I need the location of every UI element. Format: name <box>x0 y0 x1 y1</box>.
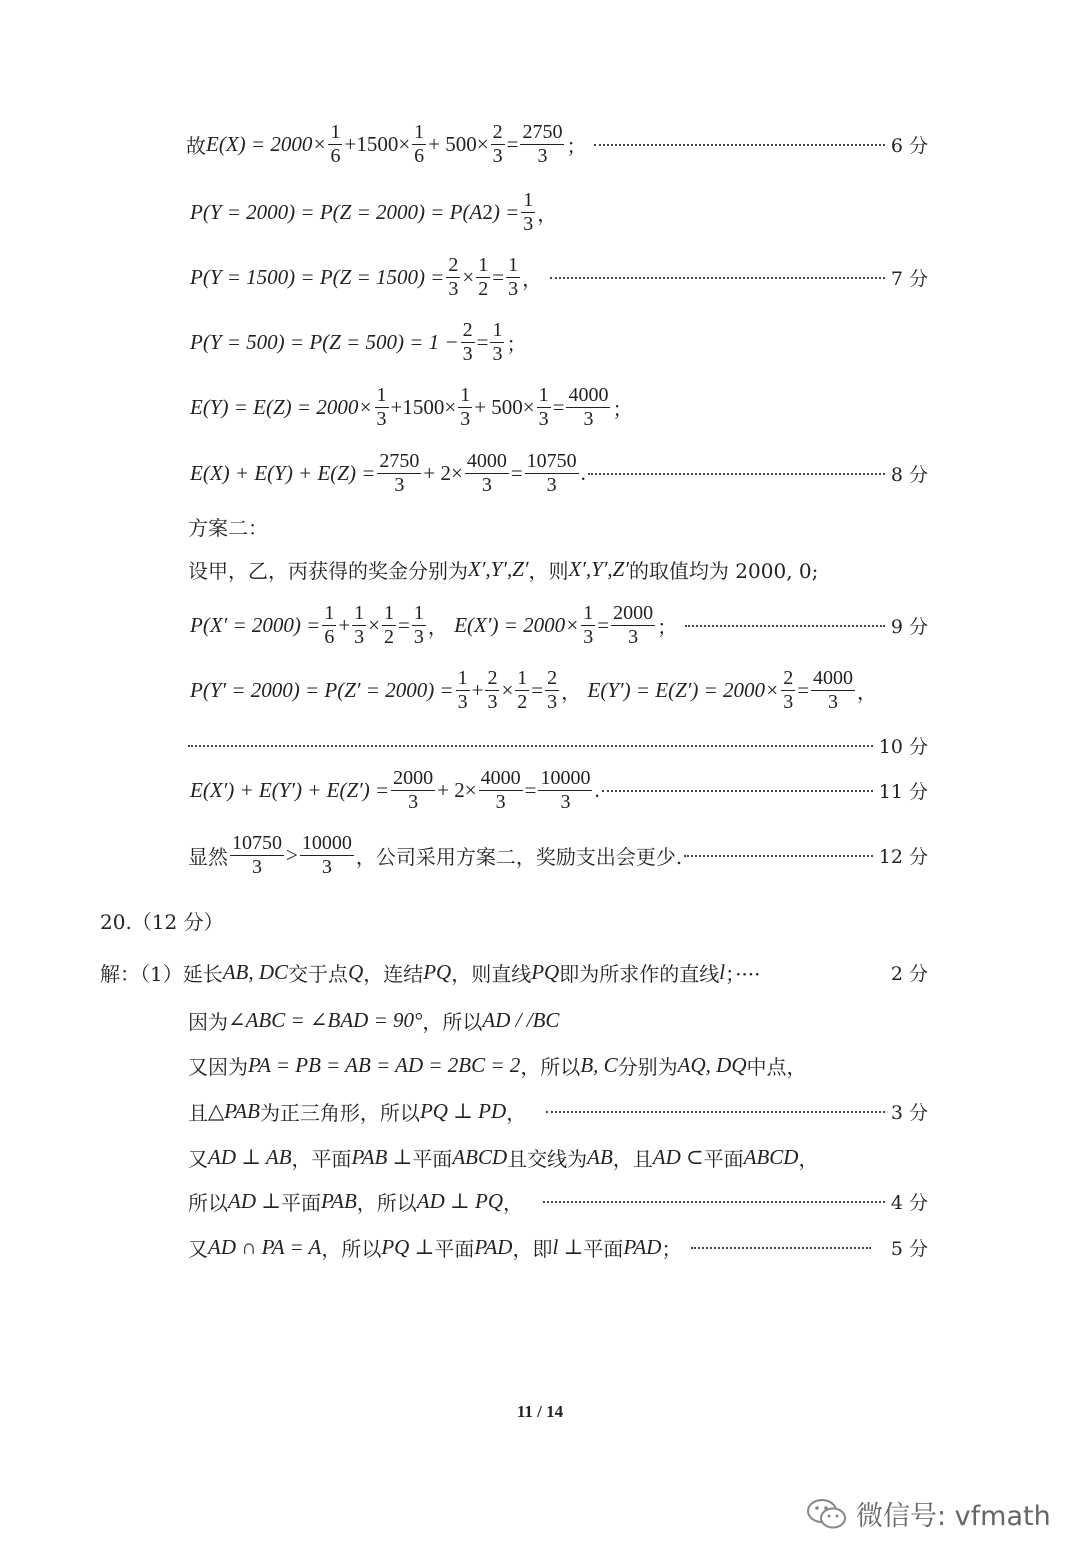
wechat-icon <box>806 1497 848 1531</box>
score-label: 3 分 <box>890 1102 928 1124</box>
eq-line-py1500: P(Y = 1500) = P(Z = 1500) = $\frac{2}{3}$ × $\frac{1}{2}$ = $\frac{1}{3}$ ， 7 分 <box>190 254 928 300</box>
watermark <box>806 1494 1051 1533</box>
eq-line-ex: 故 E(X) = 2000× $\frac{1}{6}$ +1500× $\frac{1}{6}$ + 500× $\frac{2}{3}$ = $\frac{2750}{3}$ ； 6 分 <box>186 121 928 167</box>
score-label: 10 分 <box>878 736 928 758</box>
eq-line-sum2: E(X′) + E(Y′) + E(Z′) = $\frac{2000}{3}$ + 2× $\frac{4000}{3}$ = $\frac{10000}{3}$ . 11 分 <box>190 767 928 813</box>
eq-line-py2000-prime: P(Y′ = 2000) = P(Z′ = 2000) = $\frac{1}{3}$ + $\frac{2}{3}$ × $\frac{1}{2}$ = $\frac{2}{3}$ ， E(Y′) = E(Z′) = 2000× $\frac{2}{3}$ = $\frac{4000}{3}$ ， <box>190 667 878 713</box>
solution-line-7: 又 AD ∩ PA = A ，所以 PQ ⊥ 平面 PAD ，即 l ⊥ 平面 PAD ； 5 分 <box>188 1235 928 1261</box>
dot-leader <box>188 745 873 747</box>
solution-line-5: 又 AD ⊥ AB ，平面 PAB ⊥ 平面 ABCD 且交线为 AB ，且 AD ⊂ 平面 ABCD ， <box>188 1145 819 1171</box>
math: P(Y = 500) = P(Z = 500) = 1 − <box>190 330 459 354</box>
math: E(X) + E(Y) + E(Z) = <box>190 461 376 485</box>
eq-line-ey: E(Y) = E(Z) = 2000× $\frac{1}{3}$ +1500× $\frac{1}{3}$ + 500× $\frac{1}{3}$ = $\frac{4000}{3}$ ； <box>190 384 633 430</box>
solution-line-2: 因为 ∠ABC = ∠BAD = 90° ，所以 AD / /BC <box>188 1008 560 1034</box>
math: E(Y) = E(Z) = 2000× <box>190 395 373 419</box>
score-label: 2 分 <box>890 963 928 985</box>
score-label: 11 分 <box>878 781 928 803</box>
math: P(Y = 2000) = P(Z = 2000) = P(A <box>190 200 483 224</box>
plan-two-heading: 方案二： <box>188 516 268 540</box>
dot-leader <box>691 1247 870 1249</box>
dot-leader <box>685 625 885 627</box>
solution-line-4: 且 △PAB 为正三角形，所以 PQ ⊥ PD ， 3 分 <box>188 1099 928 1125</box>
score-label: 6 分 <box>890 135 928 157</box>
watermark-text: 微信号: vfmath <box>856 1501 1051 1532</box>
text: 故 <box>186 134 206 158</box>
dot-leader <box>588 473 885 475</box>
math: E(X) = 2000× <box>206 132 327 156</box>
dot-leader <box>684 855 873 857</box>
score-label: 12 分 <box>878 846 928 868</box>
dot-leader <box>602 790 873 792</box>
fraction: $\frac{1}{6}$ <box>330 121 341 167</box>
math: P(Y = 1500) = P(Z = 1500) = <box>190 265 445 289</box>
dot-leader-row <box>188 732 928 759</box>
dot-leader <box>546 1111 885 1113</box>
score-label: 4 分 <box>890 1192 928 1214</box>
solution-line-3: 又因为 PA = PB = AB = AD = 2BC = 2 ，所以 B, C 分别为 AQ, DQ 中点， <box>188 1053 807 1079</box>
solution-line-1: 解：（1）延长 AB, DC 交于点 Q ，连结 PQ ，则直线 PQ 即为所求作的直线 l ；···· 2 分 <box>100 960 928 986</box>
dot-leader <box>594 144 884 146</box>
score-label: 8 分 <box>890 464 928 486</box>
eq-line-py2000: P(Y = 2000) = P(Z = 2000) = P(A 2 ) = $\frac{1}{3}$ ， <box>190 189 558 235</box>
conclusion-line: 显然 $\frac{10750}{3}$ > $\frac{10000}{3}$ ，公司采用方案二，奖励支出会更少. 12 分 <box>188 832 928 878</box>
dot-leader <box>550 277 885 279</box>
page-number: 11 / 14 <box>516 1402 564 1421</box>
eq-line-py500: P(Y = 500) = P(Z = 500) = 1 − $\frac{2}{3}$ = $\frac{1}{3}$ ； <box>190 319 527 365</box>
eq-line-px2000: P(X′ = 2000) = $\frac{1}{6}$ + $\frac{1}{3}$ × $\frac{1}{2}$ = $\frac{1}{3}$ ， E(X′) = 2000× $\frac{1}{3}$ = $\frac{2000}{3}$ ； 9 分 <box>190 602 928 648</box>
solution-line-6: 所以 AD ⊥ 平面 PAB ，所以 AD ⊥ PQ ， 4 分 <box>188 1189 928 1215</box>
score-label: 9 分 <box>890 616 928 638</box>
score-label: 5 分 <box>890 1238 928 1260</box>
score-label: 7 分 <box>890 268 928 290</box>
question-20-heading: 20.（12 分） <box>100 910 224 934</box>
dot-leader <box>543 1201 885 1203</box>
eq-line-sum1: E(X) + E(Y) + E(Z) = $\frac{2750}{3}$ + 2× $\frac{4000}{3}$ = $\frac{10750}{3}$ . 8 分 <box>190 450 928 496</box>
plan-two-intro: 设甲，乙，丙获得的奖金分别为 X′,Y′,Z′ ，则 X′,Y′,Z′ 的取值均为 2000, 0; <box>188 557 819 583</box>
